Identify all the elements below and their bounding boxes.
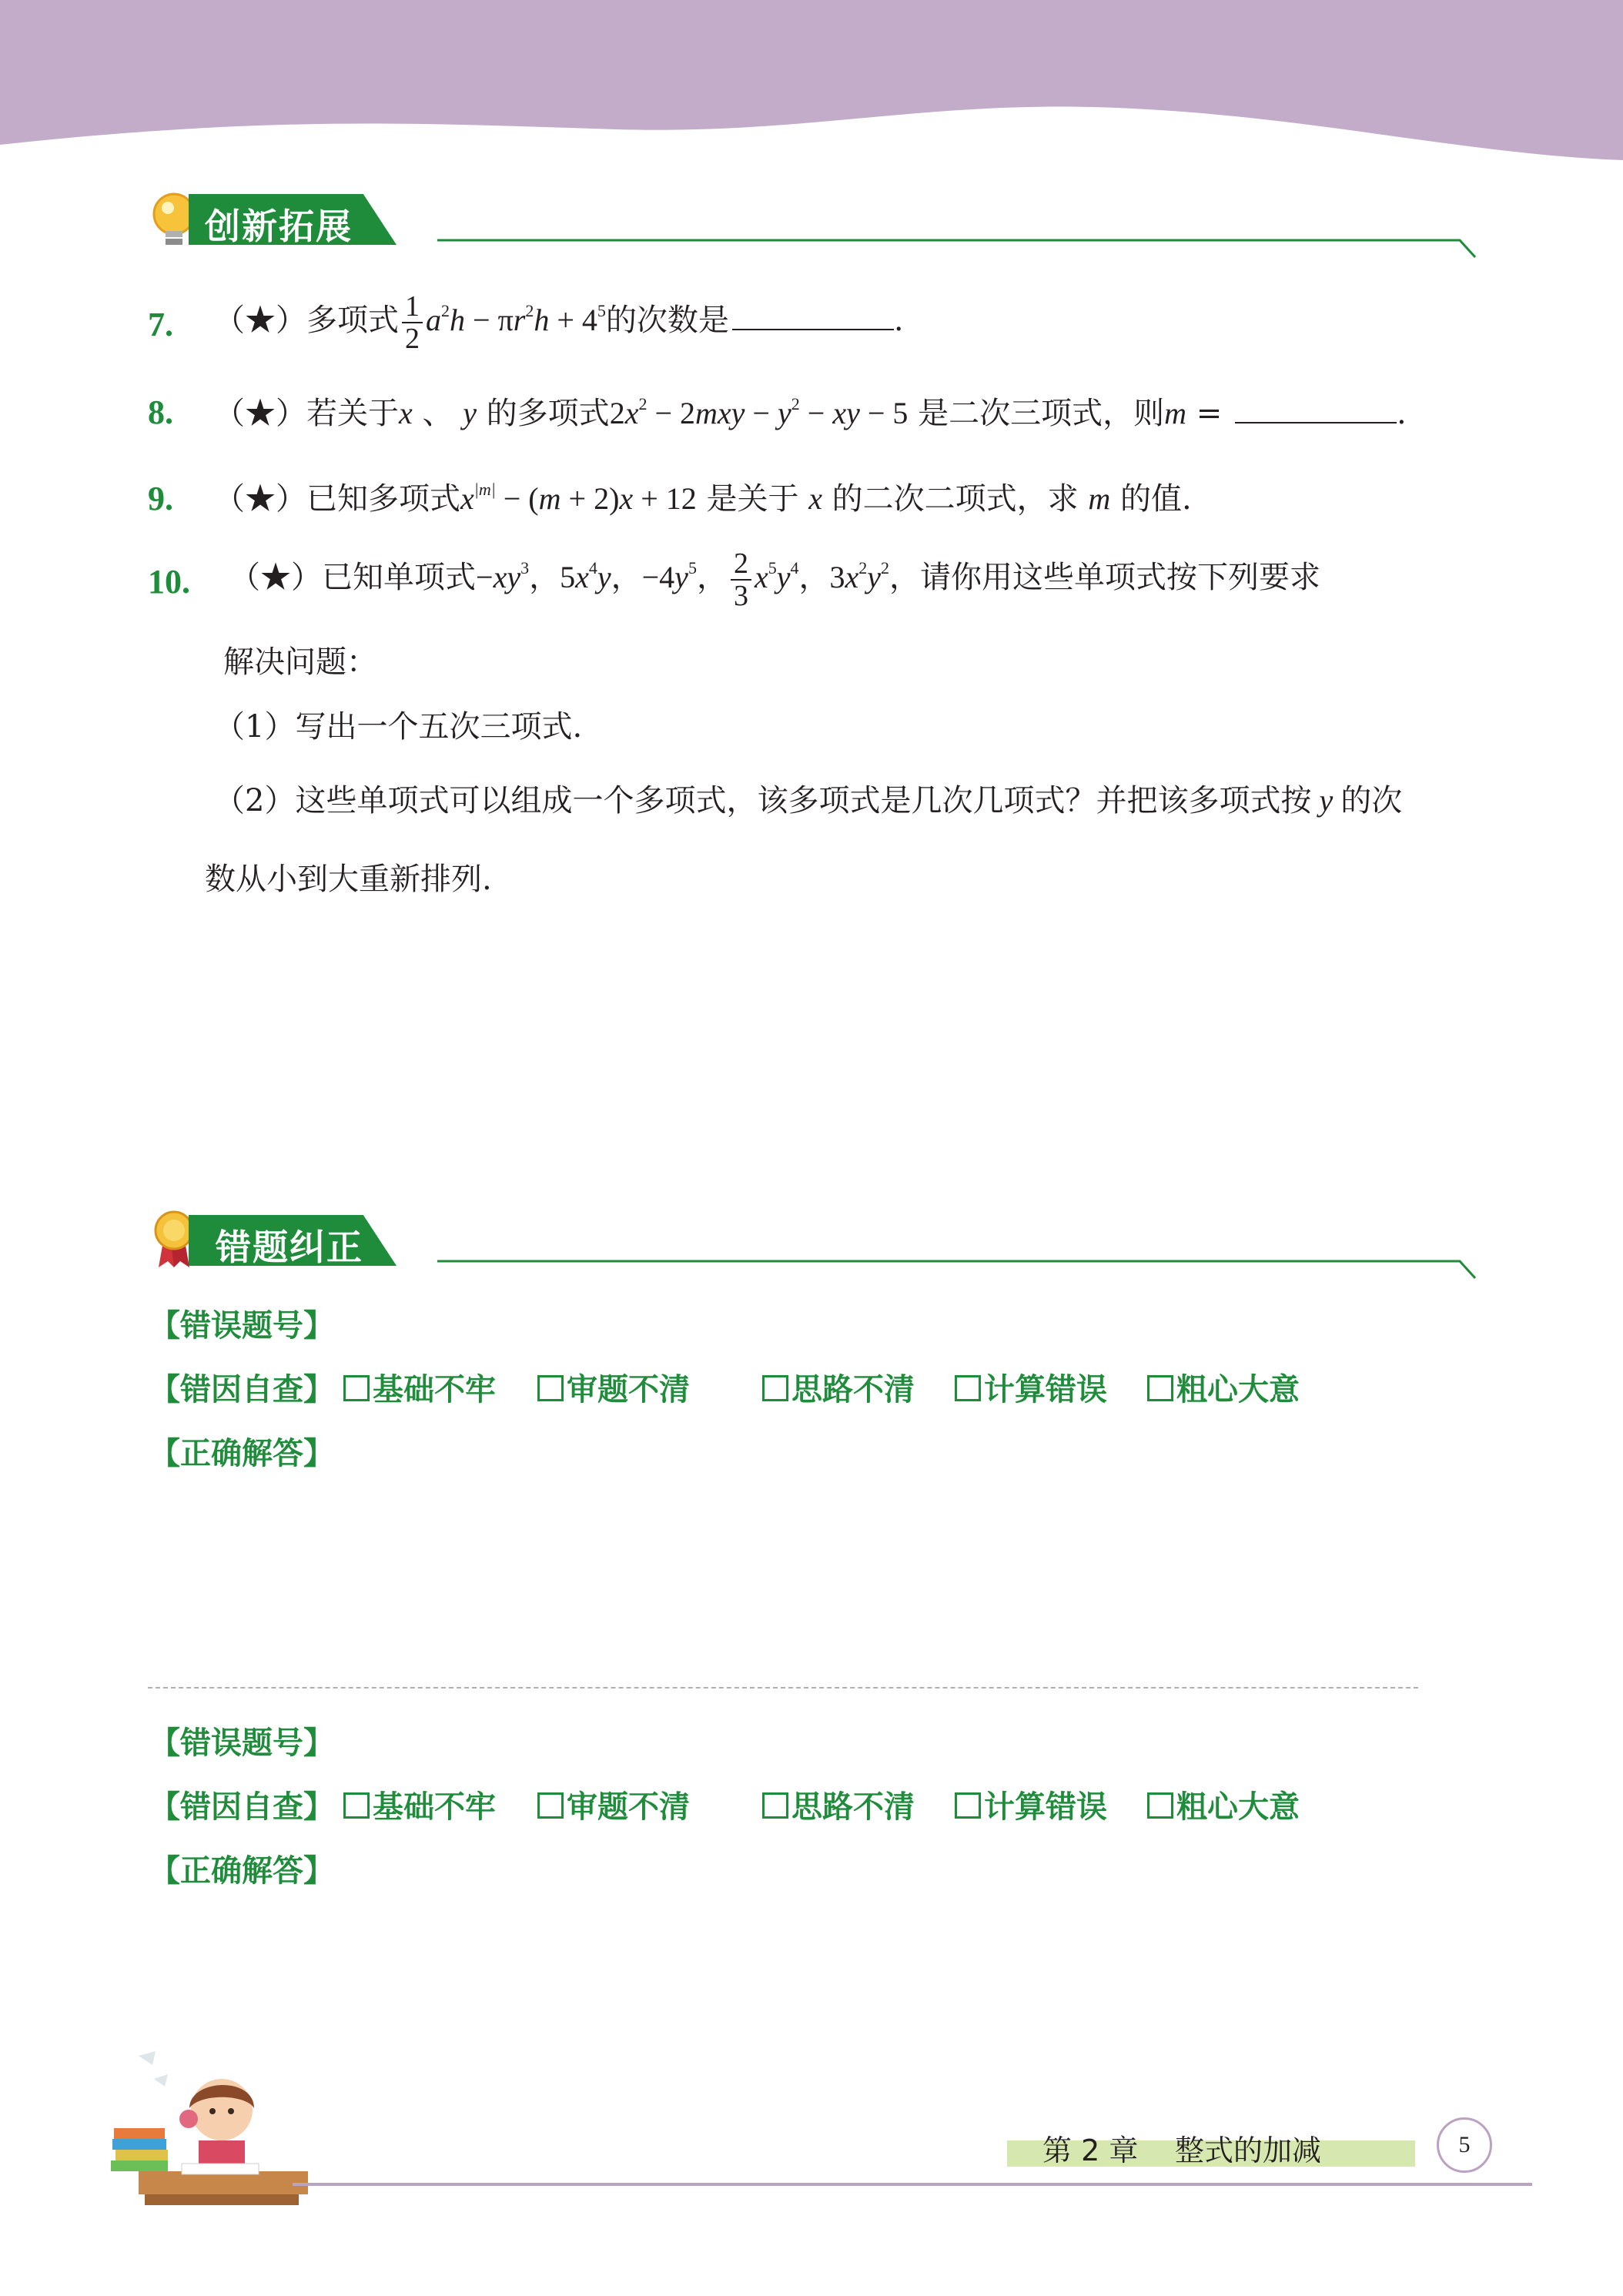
- option-careless[interactable]: 粗心大意: [1147, 1782, 1300, 1826]
- monomial-list: $-xy^3$，$5x^4y$，$-4y^5$，: [476, 558, 728, 594]
- fraction-one-half: $\frac{1}{2}$: [402, 291, 423, 354]
- page-number: 5: [1458, 2132, 1471, 2157]
- question-number: 9.: [148, 480, 173, 517]
- correct-answer-label: 【正确解答】: [149, 1436, 334, 1471]
- option-careless[interactable]: 粗心大意: [1147, 1365, 1300, 1409]
- option-basic[interactable]: 基础不牢: [343, 1782, 496, 1826]
- section-divider: [437, 1252, 1477, 1283]
- section-title: 创新拓展: [205, 206, 353, 247]
- option-calculation[interactable]: 计算错误: [955, 1782, 1107, 1826]
- footer-line: [293, 2183, 1532, 2186]
- question-text-line2: 解决问题：: [223, 644, 377, 680]
- checkbox[interactable]: [955, 1792, 981, 1819]
- error-cause-label: 【错因自查】: [149, 1789, 334, 1825]
- girl-reading-books-icon: [108, 2048, 316, 2210]
- correct-answer-label: 【正确解答】: [149, 1853, 334, 1889]
- sub-question-2: （2）这些单项式可以组成一个多项式，该多项式是几次几项式？并把该多项式按 y 的次: [214, 783, 1403, 818]
- question-text: （★）若关于x 、 y 的多项式$2x^2 - 2mxy - y^2$ − xy − 5 是二次三项式，则m = .: [214, 394, 1407, 431]
- chapter-number: 第 2 章: [1042, 2134, 1139, 2167]
- checkbox[interactable]: [955, 1375, 981, 1401]
- wrong-question-number-label: 【错误题号】: [149, 1725, 334, 1761]
- math-expression: $a^2h - \pi r^2h + 4^5$: [426, 301, 606, 337]
- option-basic[interactable]: 基础不牢: [343, 1365, 496, 1409]
- section-title: 错题纠正: [216, 1227, 363, 1268]
- question-text: （★）已知多项式$x^{|m|} - (m + 2)x + 12$ 是关于 x 的二次二项式，求 m 的值.: [214, 480, 1192, 517]
- page-number-circle: [1437, 2117, 1492, 2173]
- checkbox[interactable]: [537, 1792, 564, 1819]
- sub-question-1: （1）写出一个五次三项式.: [214, 709, 583, 745]
- chapter-title: 整式的加减: [1175, 2134, 1322, 2167]
- header-wave-banner: [0, 0, 1623, 169]
- checkbox[interactable]: [537, 1375, 564, 1401]
- error-cause-label: 【错因自查】: [149, 1372, 334, 1407]
- checkbox[interactable]: [343, 1375, 370, 1401]
- math-expression: $x^{|m|} - (m + 2)x + 12$: [460, 480, 697, 516]
- checkbox[interactable]: [1147, 1375, 1173, 1401]
- wrong-question-number-label: 【错误题号】: [149, 1308, 334, 1344]
- option-thinking[interactable]: 思路不清: [762, 1365, 915, 1409]
- answer-blank[interactable]: [1235, 394, 1397, 423]
- checkbox[interactable]: [762, 1375, 788, 1401]
- fraction-two-thirds: $\frac{2}{3}$: [731, 548, 751, 611]
- question-text: （★）已知单项式$-xy^3$，$5x^4y$，$-4y^5$， $\frac{2}{3}$ $x^5y^4$，$3x^2y^2$，请你用这些单项式按下列要求: [229, 547, 1320, 612]
- question-number: 10.: [148, 563, 190, 601]
- question-number: 7.: [148, 306, 173, 343]
- option-calculation[interactable]: 计算错误: [955, 1365, 1107, 1409]
- question-number: 8.: [148, 393, 173, 431]
- math-expression: $2x^2 - 2mxy - y^2$ − xy − 5: [609, 394, 909, 430]
- dashed-divider: [148, 1687, 1418, 1689]
- sub-question-2-cont: 数从小到大重新排列.: [205, 862, 492, 897]
- option-thinking[interactable]: 思路不清: [762, 1782, 915, 1826]
- checkbox[interactable]: [762, 1792, 788, 1819]
- checkbox[interactable]: [1147, 1792, 1173, 1819]
- option-reading[interactable]: 审题不清: [537, 1782, 690, 1826]
- checkbox[interactable]: [343, 1792, 370, 1819]
- option-reading[interactable]: 审题不清: [537, 1365, 690, 1409]
- answer-blank[interactable]: [732, 301, 894, 330]
- question-text: （★）多项式 $\frac{1}{2}$ $a^2h - \pi r^2h + 4^5$的次数是 .: [214, 290, 904, 355]
- section-divider: [437, 231, 1477, 262]
